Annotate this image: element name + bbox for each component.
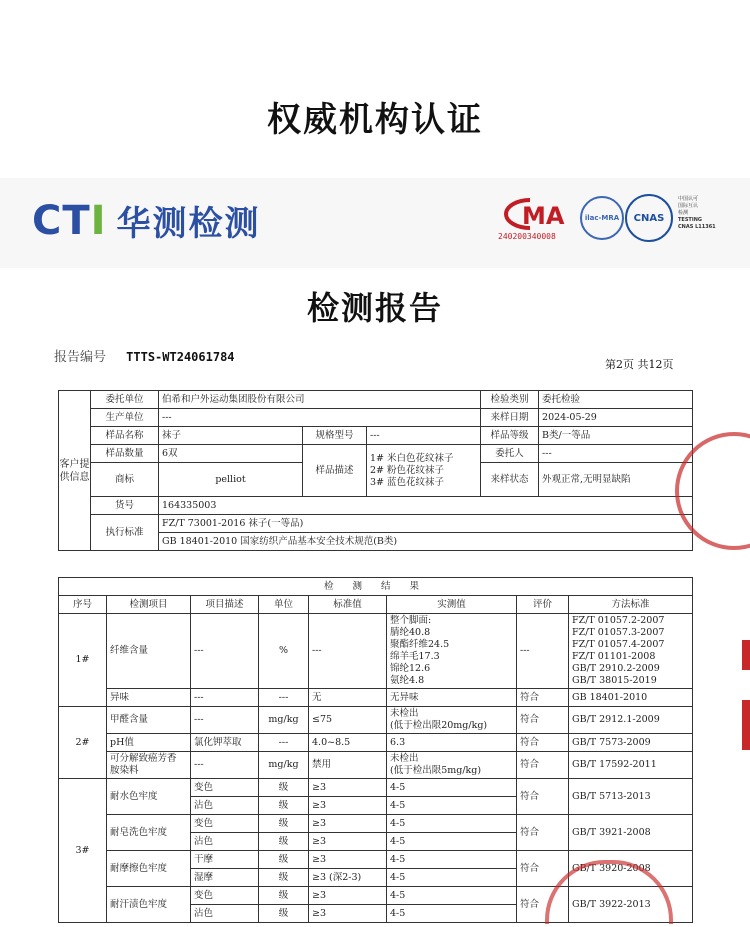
col-header-no: 序号: [59, 596, 107, 614]
test-measured: 4-5: [387, 887, 517, 905]
cti-logo-letters: CT: [32, 197, 91, 244]
test-desc: 湿摩: [191, 869, 259, 887]
test-unit: 级: [259, 905, 309, 923]
test-item: 异味: [107, 689, 191, 707]
group-no: 2#: [59, 707, 107, 779]
cma-mark-text: MA: [522, 202, 565, 230]
test-unit: ---: [259, 689, 309, 707]
test-item: 耐水色牢度: [107, 779, 191, 815]
test-measured: 4-5: [387, 905, 517, 923]
test-item: 甲醛含量: [107, 707, 191, 734]
inspection-type-value: 委托检验: [539, 391, 693, 409]
table-row: [59, 851, 693, 869]
measured-line: 锦纶12.6: [390, 663, 431, 674]
test-measured: 6.3: [387, 734, 517, 752]
test-measured: [387, 752, 517, 779]
page-info: 第2页 共12页: [605, 358, 674, 371]
test-method: GB/T 3922-2013: [569, 887, 693, 923]
test-desc: 沾色: [191, 905, 259, 923]
brand-label: 商标: [91, 463, 159, 497]
test-measured: 4-5: [387, 815, 517, 833]
test-measured: 4-5: [387, 779, 517, 797]
test-eval: 符合: [517, 734, 569, 752]
test-desc: ---: [191, 752, 259, 779]
method-line: FZ/T 01057.2-2007: [572, 615, 665, 626]
test-std: 无: [309, 689, 387, 707]
cnas-line: 中国认可: [678, 196, 699, 202]
test-measured: 4-5: [387, 833, 517, 851]
test-item: 耐摩擦色牢度: [107, 851, 191, 887]
test-method: GB/T 3920-2008: [569, 851, 693, 887]
test-unit: 级: [259, 815, 309, 833]
test-std: ≤75: [309, 707, 387, 734]
test-method: GB/T 2912.1-2009: [569, 707, 693, 734]
test-desc: 沾色: [191, 797, 259, 815]
test-unit: 级: [259, 797, 309, 815]
method-line: FZ/T 01057.4-2007: [572, 639, 665, 650]
test-unit: mg/kg: [259, 752, 309, 779]
test-method: GB/T 7573-2009: [569, 734, 693, 752]
test-eval: 符合: [517, 815, 569, 851]
standard-line: FZ/T 73001-2016 袜子(一等品): [159, 515, 693, 533]
cnas-line: TESTING: [678, 217, 702, 223]
spec-label: 规格型号: [303, 427, 367, 445]
item-no-label: 货号: [91, 497, 159, 515]
test-item: pH值: [107, 734, 191, 752]
test-measured: [387, 707, 517, 734]
test-std: ≥3: [309, 905, 387, 923]
results-section-title: 检 测 结 果: [59, 578, 693, 596]
quantity-label: 样品数量: [91, 445, 159, 463]
test-desc: 变色: [191, 815, 259, 833]
status-value: 外观正常,无明显缺陷: [539, 463, 693, 497]
cnas-icon: CNAS: [625, 194, 673, 242]
test-unit: 级: [259, 851, 309, 869]
col-header-desc: 项目描述: [191, 596, 259, 614]
measured-line: 未检出: [390, 708, 419, 719]
test-unit: %: [259, 614, 309, 689]
test-std: ≥3: [309, 815, 387, 833]
sample-desc-value: [367, 445, 481, 497]
cti-logo-chinese: 华测检测: [116, 204, 261, 244]
status-label: 来样状态: [481, 463, 539, 497]
test-desc: 沾色: [191, 833, 259, 851]
test-method: GB/T 5713-2013: [569, 779, 693, 815]
report-number-value: TTTS-WT24061784: [126, 350, 235, 364]
table-row: [59, 614, 693, 689]
measured-line: (低于检出限5mg/kg): [390, 765, 482, 776]
test-desc: ---: [191, 614, 259, 689]
test-eval: 符合: [517, 779, 569, 815]
group-no: 3#: [59, 779, 107, 923]
test-item: 耐皂洗色牢度: [107, 815, 191, 851]
test-eval: 符合: [517, 707, 569, 734]
sample-desc-line: 2# 粉色花纹袜子: [370, 464, 445, 476]
test-unit: 级: [259, 869, 309, 887]
table-row: [59, 887, 693, 905]
commissioner-value: 伯希和户外运动集团股份有限公司: [159, 391, 481, 409]
cti-logo-letter-i: I: [90, 197, 107, 244]
col-header-item: 检测项目: [107, 596, 191, 614]
test-item-line: 胺染料: [110, 765, 139, 776]
cma-code: 240200340008: [498, 232, 556, 241]
test-item: 纤维含量: [107, 614, 191, 689]
col-header-unit: 单位: [259, 596, 309, 614]
test-std: 禁用: [309, 752, 387, 779]
test-std: ≥3: [309, 779, 387, 797]
test-measured: 4-5: [387, 797, 517, 815]
measured-line: 聚酯纤维24.5: [390, 639, 450, 650]
brand-value: pelliot: [159, 463, 303, 497]
page-heading: 权威机构认证: [267, 100, 483, 140]
table-row: [59, 815, 693, 833]
method-line: FZ/T 01101-2008: [572, 651, 656, 662]
sample-name-value: 袜子: [159, 427, 303, 445]
sample-desc-line: 1# 米白色花纹袜子: [370, 452, 454, 464]
commissioner-label: 委托单位: [91, 391, 159, 409]
quantity-value: 6双: [159, 445, 303, 463]
test-method: GB/T 17592-2011: [569, 752, 693, 779]
col-header-std: 标准值: [309, 596, 387, 614]
test-desc: 干摩: [191, 851, 259, 869]
measured-line: 未检出: [390, 753, 419, 764]
test-item: 耐汗渍色牢度: [107, 887, 191, 923]
test-std: ---: [309, 614, 387, 689]
report-number: [54, 346, 235, 365]
test-std: 4.0~8.5: [309, 734, 387, 752]
test-desc: 变色: [191, 887, 259, 905]
cnas-accreditation-text: [678, 196, 738, 231]
measured-line: 氨纶4.8: [390, 675, 425, 686]
measured-line: (低于检出限20mg/kg): [390, 720, 488, 731]
test-method: [569, 614, 693, 689]
test-measured: 4-5: [387, 869, 517, 887]
test-method: GB 18401-2010: [569, 689, 693, 707]
test-unit: ---: [259, 734, 309, 752]
entruster-value: ---: [539, 445, 693, 463]
test-unit: 级: [259, 779, 309, 797]
inspection-type-label: 检验类别: [481, 391, 539, 409]
measured-line: 绵羊毛17.3: [390, 651, 440, 662]
table-row: [59, 779, 693, 797]
test-measured: [387, 614, 517, 689]
test-eval: ---: [517, 614, 569, 689]
report-number-label: 报告编号: [54, 350, 107, 365]
table-row: [59, 689, 693, 707]
test-eval: 符合: [517, 887, 569, 923]
test-std: ≥3: [309, 851, 387, 869]
test-unit: 级: [259, 833, 309, 851]
table-row: [59, 707, 693, 734]
report-title: 检测报告: [306, 289, 443, 327]
method-line: FZ/T 01057.3-2007: [572, 627, 665, 638]
edge-seal-fragment: [742, 640, 750, 770]
sample-desc-label: 样品描述: [303, 445, 367, 497]
col-header-measured: 实测值: [387, 596, 517, 614]
test-std: ≥3: [309, 833, 387, 851]
test-desc: 氯化钾萃取: [191, 734, 259, 752]
grade-value: B类/一等品: [539, 427, 693, 445]
standard-label: 执行标准: [91, 515, 159, 551]
test-eval: 符合: [517, 851, 569, 887]
spec-value: ---: [367, 427, 481, 445]
client-info-table: [58, 390, 693, 551]
test-method: GB/T 3921-2008: [569, 815, 693, 851]
test-unit: mg/kg: [259, 707, 309, 734]
col-header-method: 方法标准: [569, 596, 693, 614]
test-desc: ---: [191, 689, 259, 707]
test-std: ≥3: [309, 887, 387, 905]
test-unit: 级: [259, 887, 309, 905]
table-row: [59, 752, 693, 779]
entruster-label: 委托人: [481, 445, 539, 463]
producer-value: ---: [159, 409, 481, 427]
test-std: ≥3: [309, 797, 387, 815]
sample-date-value: 2024-05-29: [539, 409, 693, 427]
producer-label: 生产单位: [91, 409, 159, 427]
measured-line: 整个脚面:: [390, 615, 432, 626]
test-desc: ---: [191, 707, 259, 734]
group-no: 1#: [59, 614, 107, 707]
test-eval: 符合: [517, 752, 569, 779]
ilac-mra-icon: ilac-MRA: [580, 196, 624, 240]
table-row: [59, 734, 693, 752]
grade-label: 样品等级: [481, 427, 539, 445]
test-item: [107, 752, 191, 779]
test-measured: 无异味: [387, 689, 517, 707]
measured-line: 腈纶40.8: [390, 627, 431, 638]
test-results-table: [58, 577, 693, 923]
test-measured: 4-5: [387, 851, 517, 869]
sample-name-label: 样品名称: [91, 427, 159, 445]
cnas-line: 国际互认: [678, 203, 699, 209]
cnas-line: 检测: [678, 210, 689, 216]
item-no-value: 164335003: [159, 497, 693, 515]
sample-date-label: 来样日期: [481, 409, 539, 427]
test-eval: 符合: [517, 689, 569, 707]
sample-desc-line: 3# 蓝色花纹袜子: [370, 476, 445, 488]
cti-logo: [32, 196, 261, 245]
test-desc: 变色: [191, 779, 259, 797]
col-header-eval: 评价: [517, 596, 569, 614]
client-info-side-label: 客户提供信息: [59, 391, 91, 551]
test-std: ≥3 (深2-3): [309, 869, 387, 887]
test-item-line: 可分解致癌芳香: [110, 753, 177, 764]
method-line: GB/T 2910.2-2009: [572, 663, 660, 674]
standard-line: GB 18401-2010 国家纺织产品基本安全技术规范(B类): [159, 533, 693, 551]
method-line: GB/T 38015-2019: [572, 675, 657, 686]
cnas-line: CNAS L11361: [678, 224, 716, 230]
